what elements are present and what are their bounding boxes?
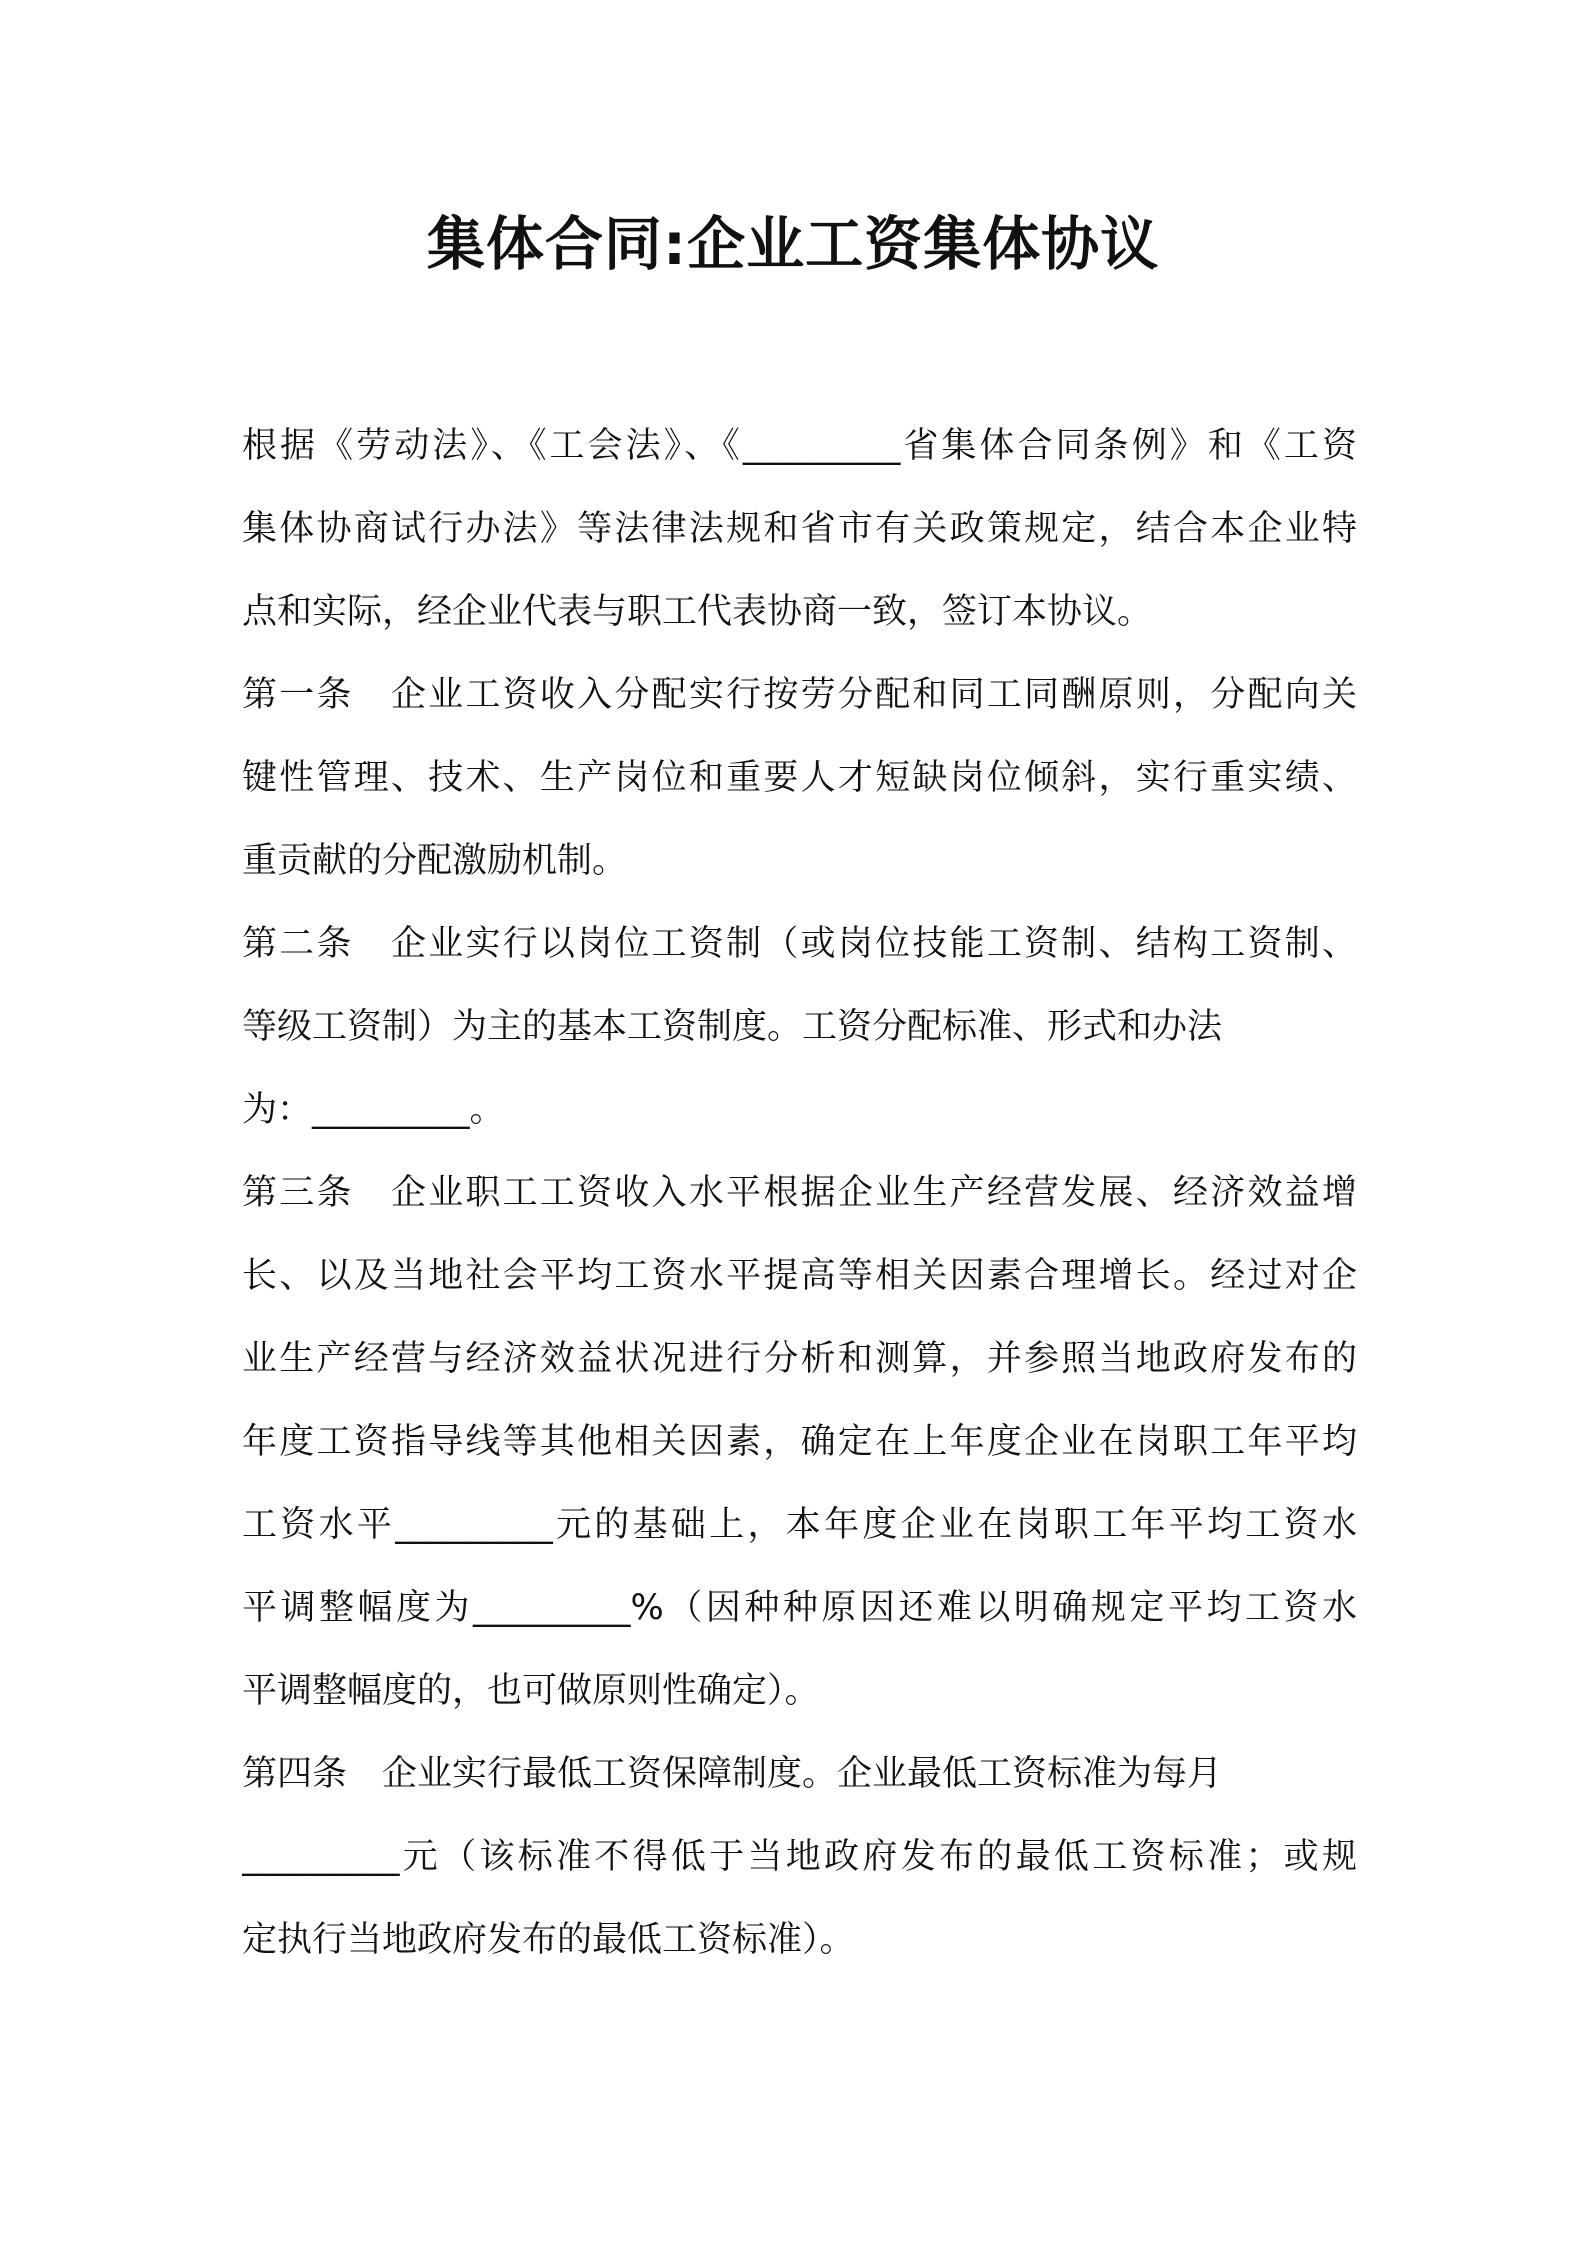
body-text-line: 工资水平_________元的基础上，本年度企业在岗职工年平均工资水 bbox=[242, 1505, 1357, 1545]
body-text-line: 为：_________。 bbox=[242, 1090, 505, 1130]
body-text-line: 第一条 企业工资收入分配实行按劳分配和同工同酬原则，分配向关 bbox=[242, 675, 1357, 715]
body-text-line: 重贡献的分配激励机制。 bbox=[242, 841, 628, 881]
body-text-line: 定执行当地政府发布的最低工资标准）。 bbox=[242, 1920, 855, 1960]
document-title: 集体合同:企业工资集体协议 bbox=[426, 210, 1160, 278]
body-text-line: _________元（该标准不得低于当地政府发布的最低工资标准；或规 bbox=[242, 1837, 1357, 1877]
body-text-line: 键性管理、技术、生产岗位和重要人才短缺岗位倾斜，实行重实绩、 bbox=[242, 758, 1357, 798]
document-body bbox=[242, 405, 1357, 1982]
body-text-line: 业生产经营与经济效益状况进行分析和测算，并参照当地政府发布的 bbox=[242, 1339, 1357, 1379]
body-text-line: 平调整幅度的，也可做原则性确定）。 bbox=[242, 1671, 820, 1711]
body-text-line: 第二条 企业实行以岗位工资制（或岗位技能工资制、结构工资制、 bbox=[242, 924, 1357, 964]
body-text-line: 长、以及当地社会平均工资水平提高等相关因素合理增长。经过对企 bbox=[242, 1256, 1357, 1296]
body-text-line: 平调整幅度为_________%（因种种原因还难以明确规定平均工资水 bbox=[242, 1588, 1357, 1628]
body-text-line: 年度工资指导线等其他相关因素，确定在上年度企业在岗职工年平均 bbox=[242, 1422, 1357, 1462]
body-text-line: 第三条 企业职工工资收入水平根据企业生产经营发展、经济效益增 bbox=[242, 1173, 1357, 1213]
body-text-line: 等级工资制）为主的基本工资制度。工资分配标准、形式和办法 bbox=[242, 1007, 1223, 1047]
body-text-line: 集体协商试行办法》等法律法规和省市有关政策规定，结合本企业特 bbox=[242, 509, 1357, 549]
body-text-line: 第四条 企业实行最低工资保障制度。企业最低工资标准为每月 bbox=[242, 1754, 1223, 1794]
body-text-line: 根据《劳动法》、《工会法》、《_________省集体合同条例》和《工资 bbox=[242, 426, 1357, 466]
body-text-line: 点和实际，经企业代表与职工代表协商一致，签订本协议。 bbox=[242, 592, 1153, 632]
